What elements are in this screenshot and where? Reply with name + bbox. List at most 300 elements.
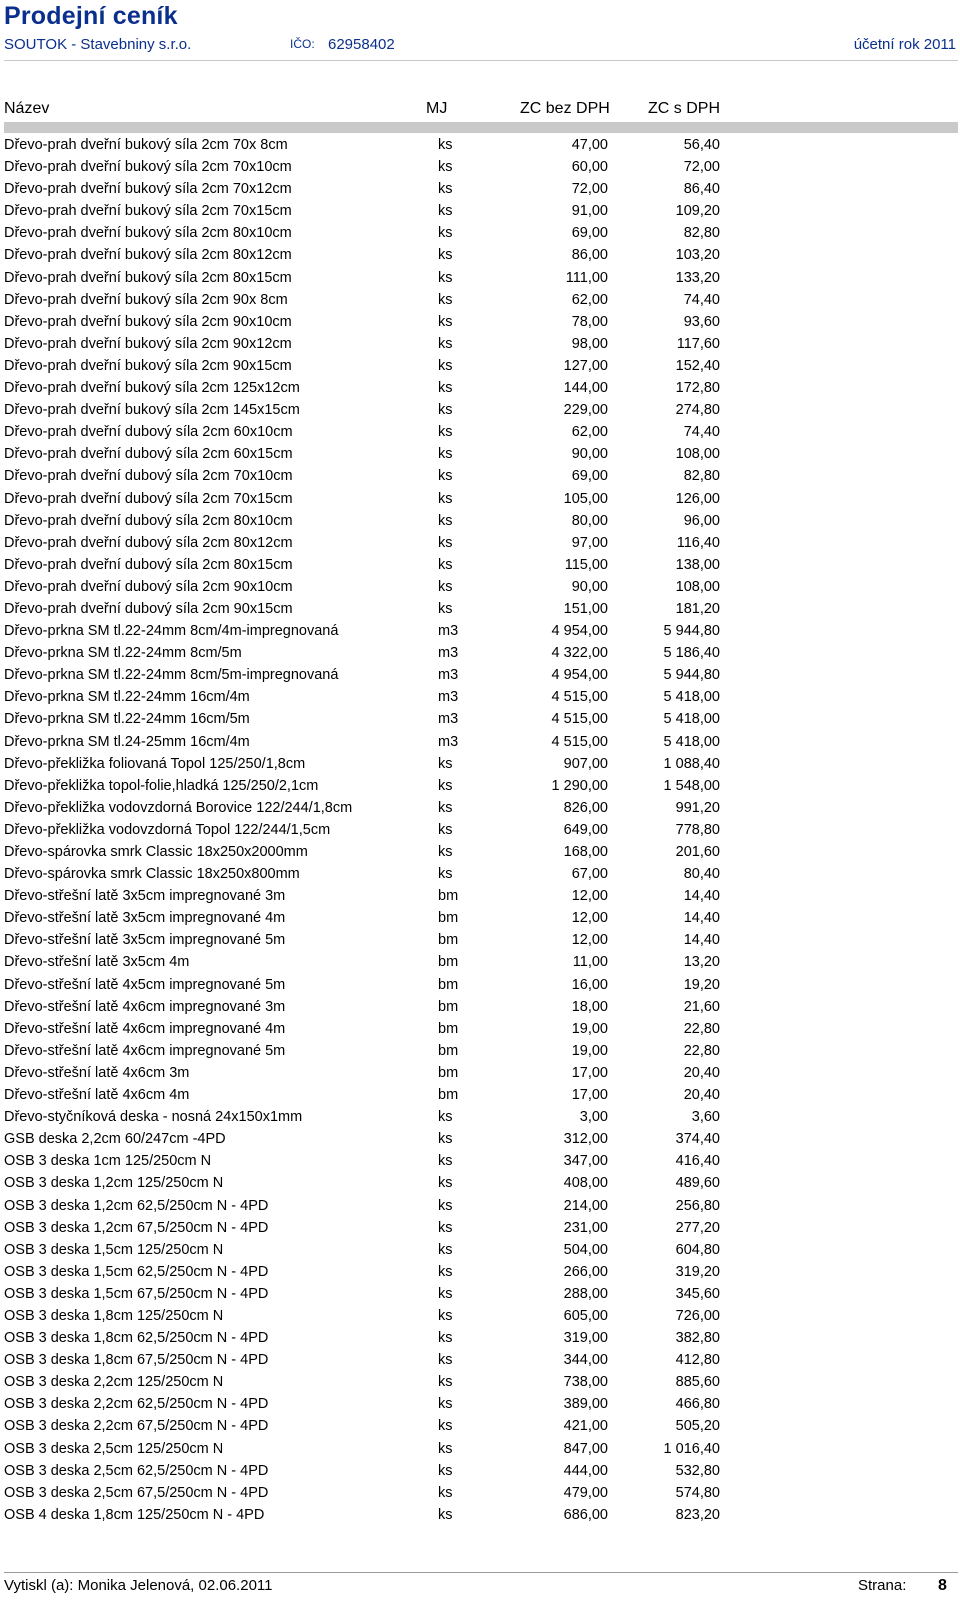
table-row	[0, 1371, 960, 1393]
item-price-gross: 574,80	[675, 1484, 720, 1501]
item-price-net: 389,00	[563, 1396, 608, 1413]
item-name: Dřevo-prah dveřní dubový síla 2cm 70x10cm	[4, 468, 293, 485]
item-price-gross: 778,80	[675, 821, 720, 838]
table-row	[0, 819, 960, 841]
table-row	[0, 488, 960, 510]
item-price-net: 12,00	[571, 910, 608, 927]
item-unit: ks	[438, 181, 453, 198]
item-price-net: 19,00	[571, 1020, 608, 1037]
item-unit: ks	[438, 313, 453, 330]
table-row	[0, 863, 960, 885]
item-price-net: 826,00	[563, 799, 608, 816]
item-price-net: 86,00	[571, 247, 608, 264]
item-price-net: 168,00	[563, 844, 608, 860]
item-price-gross: 22,80	[683, 1020, 720, 1037]
item-unit: ks	[438, 1352, 453, 1369]
table-row	[0, 929, 960, 951]
footer-divider	[4, 1572, 958, 1573]
table-row	[0, 134, 960, 156]
table-row	[0, 421, 960, 443]
item-name: Dřevo-prah dveřní bukový síla 2cm 90x10cm	[4, 313, 292, 330]
item-unit: m3	[438, 623, 459, 640]
item-price-gross: 5 944,80	[663, 623, 720, 640]
table-row	[0, 333, 960, 355]
table-row	[0, 222, 960, 244]
item-price-gross: 82,80	[683, 225, 720, 242]
table-row	[0, 686, 960, 708]
item-unit: bm	[438, 954, 459, 971]
table-row	[0, 554, 960, 576]
item-price-net: 4 515,00	[551, 689, 608, 706]
item-name: Dřevo-střešní latě 3x5cm impregnované 5m	[4, 932, 286, 949]
item-unit: ks	[438, 1175, 453, 1192]
table-row	[0, 377, 960, 399]
page-label: Strana:	[858, 1577, 907, 1594]
item-unit: ks	[438, 1219, 453, 1236]
item-unit: ks	[438, 1263, 453, 1280]
item-name: OSB 3 deska 1,8cm 67,5/250cm N - 4PD	[4, 1352, 269, 1369]
table-row	[0, 1393, 960, 1415]
item-name: Dřevo-střešní latě 3x5cm 4m	[4, 954, 190, 971]
item-price-gross: 74,40	[683, 291, 720, 308]
item-unit: ks	[438, 225, 453, 242]
item-unit: ks	[438, 490, 453, 507]
item-price-gross: 103,20	[675, 247, 720, 264]
item-name: Dřevo-střešní latě 4x6cm impregnované 5m	[4, 1042, 286, 1059]
table-row	[0, 1349, 960, 1371]
item-name: Dřevo-prah dveřní dubový síla 2cm 60x10cm	[4, 424, 293, 441]
item-unit: ks	[438, 1462, 453, 1479]
item-price-gross: 5 418,00	[663, 711, 720, 728]
item-unit: bm	[438, 1020, 459, 1037]
table-row	[0, 797, 960, 819]
item-price-gross: 22,80	[683, 1042, 720, 1059]
item-unit: ks	[438, 269, 453, 286]
item-unit: ks	[438, 1440, 453, 1457]
item-price-net: 16,00	[571, 976, 608, 993]
item-unit: ks	[438, 556, 453, 573]
item-unit: ks	[438, 1506, 453, 1523]
item-name: Dřevo-prah dveřní bukový síla 2cm 90x 8cm	[4, 291, 288, 308]
item-name: OSB 3 deska 2,5cm 125/250cm N	[4, 1440, 224, 1457]
item-name: Dřevo-střešní latě 4x6cm 4m	[4, 1087, 190, 1104]
item-price-gross: 14,40	[683, 888, 720, 905]
item-price-gross: 181,20	[675, 600, 720, 617]
item-price-gross: 117,60	[676, 335, 720, 352]
item-name: Dřevo-střešní latě 4x6cm 3m	[4, 1064, 190, 1081]
item-price-net: 69,00	[571, 225, 608, 242]
item-name: OSB 4 deska 1,8cm 125/250cm N - 4PD	[4, 1506, 265, 1523]
item-name: Dřevo-prkna SM tl.22-24mm 8cm/4m-impregnovaná	[4, 623, 339, 640]
table-row	[0, 1415, 960, 1437]
item-unit: ks	[438, 137, 453, 153]
item-name: OSB 3 deska 1,8cm 125/250cm N	[4, 1307, 224, 1324]
item-price-net: 19,00	[571, 1042, 608, 1059]
item-price-gross: 126,00	[675, 490, 720, 507]
table-row	[0, 1438, 960, 1460]
item-name: Dřevo-prah dveřní bukový síla 2cm 80x10cm	[4, 225, 292, 242]
item-price-gross: 382,80	[675, 1330, 720, 1347]
table-row	[0, 244, 960, 266]
item-price-gross: 604,80	[675, 1241, 720, 1258]
item-price-gross: 13,20	[683, 954, 720, 971]
item-price-gross: 991,20	[675, 799, 720, 816]
price-table	[0, 134, 960, 1526]
table-row	[0, 1106, 960, 1128]
item-price-gross: 72,00	[683, 159, 720, 176]
item-price-gross: 489,60	[675, 1175, 720, 1192]
item-unit: ks	[438, 1374, 453, 1391]
item-name: Dřevo-prah dveřní bukový síla 2cm 80x15cm	[4, 269, 292, 286]
item-price-gross: 14,40	[683, 910, 720, 927]
item-price-net: 67,00	[571, 866, 608, 883]
item-unit: ks	[438, 247, 453, 264]
item-name: Dřevo-překližka topol-folie,hladká 125/250/2,1cm	[4, 777, 319, 794]
item-price-net: 17,00	[571, 1064, 608, 1081]
item-unit: bm	[438, 1042, 459, 1059]
item-name: Dřevo-prah dveřní bukový síla 2cm 70x15cm	[4, 203, 292, 220]
table-row	[0, 576, 960, 598]
printed-by: Vytiskl (a): Monika Jelenová, 02.06.2011	[4, 1577, 273, 1594]
item-unit: ks	[438, 777, 453, 794]
item-name: OSB 3 deska 1,2cm 62,5/250cm N - 4PD	[4, 1197, 269, 1214]
item-price-net: 111,00	[565, 269, 608, 286]
item-unit: ks	[438, 402, 453, 419]
item-price-net: 18,00	[571, 998, 608, 1015]
item-unit: ks	[438, 335, 453, 352]
item-name: Dřevo-střešní latě 3x5cm impregnované 4m	[4, 910, 286, 927]
item-price-gross: 5 418,00	[663, 733, 720, 750]
item-price-gross: 201,60	[675, 844, 720, 860]
item-name: Dřevo-prah dveřní dubový síla 2cm 90x15cm	[4, 600, 293, 617]
item-price-gross: 93,60	[683, 313, 720, 330]
item-unit: ks	[438, 821, 453, 838]
item-price-net: 69,00	[571, 468, 608, 485]
item-name: Dřevo-překližka vodovzdorná Borovice 122/244/1,8cm	[4, 799, 353, 816]
table-row	[0, 1018, 960, 1040]
item-price-gross: 172,80	[675, 380, 720, 397]
item-name: Dřevo-střešní latě 4x5cm impregnované 5m	[4, 976, 286, 993]
company-info-line	[4, 36, 956, 54]
item-price-net: 4 515,00	[551, 733, 608, 750]
item-price-net: 479,00	[563, 1484, 608, 1501]
item-name: Dřevo-styčníková deska - nosná 24x150x1mm	[4, 1109, 303, 1126]
item-price-net: 312,00	[563, 1131, 608, 1148]
item-price-net: 649,00	[563, 821, 608, 838]
item-price-gross: 74,40	[683, 424, 720, 441]
table-row	[0, 974, 960, 996]
item-price-net: 80,00	[571, 512, 608, 529]
item-unit: ks	[438, 1131, 453, 1148]
item-unit: ks	[438, 1396, 453, 1413]
item-price-gross: 56,40	[683, 137, 720, 153]
item-price-gross: 277,20	[675, 1219, 720, 1236]
item-name: Dřevo-prah dveřní dubový síla 2cm 70x15cm	[4, 490, 293, 507]
item-name: OSB 3 deska 2,2cm 125/250cm N	[4, 1374, 224, 1391]
item-unit: ks	[438, 203, 453, 220]
item-name: Dřevo-střešní latě 3x5cm impregnované 3m	[4, 888, 286, 905]
item-price-net: 1 290,00	[551, 777, 608, 794]
item-price-net: 151,00	[563, 600, 608, 617]
item-name: Dřevo-prah dveřní bukový síla 2cm 90x12cm	[4, 335, 292, 352]
item-name: OSB 3 deska 1,5cm 125/250cm N	[4, 1241, 224, 1258]
table-row	[0, 996, 960, 1018]
table-row	[0, 289, 960, 311]
item-price-gross: 412,80	[675, 1352, 720, 1369]
item-name: Dřevo-prkna SM tl.22-24mm 8cm/5m-impregnovaná	[4, 667, 339, 684]
table-row	[0, 1283, 960, 1305]
item-unit: ks	[438, 1418, 453, 1435]
table-row	[0, 1062, 960, 1084]
item-name: OSB 3 deska 1cm 125/250cm N	[4, 1153, 212, 1170]
item-price-net: 98,00	[571, 335, 608, 352]
item-unit: ks	[438, 446, 453, 463]
item-name: OSB 3 deska 2,2cm 62,5/250cm N - 4PD	[4, 1396, 269, 1413]
item-name: Dřevo-prkna SM tl.24-25mm 16cm/4m	[4, 733, 250, 750]
item-name: Dřevo-prah dveřní dubový síla 2cm 90x10cm	[4, 578, 293, 595]
page-number: 8	[938, 1577, 947, 1594]
page-title: Prodejní ceník	[4, 2, 178, 30]
item-name: OSB 3 deska 1,8cm 62,5/250cm N - 4PD	[4, 1330, 269, 1347]
item-unit: ks	[438, 1109, 453, 1126]
item-price-net: 4 954,00	[551, 623, 608, 640]
item-price-net: 347,00	[563, 1153, 608, 1170]
item-price-gross: 319,20	[675, 1263, 720, 1280]
item-price-net: 847,00	[563, 1440, 608, 1457]
item-price-net: 229,00	[563, 402, 608, 419]
item-price-gross: 80,40	[683, 866, 720, 883]
item-name: Dřevo-prah dveřní bukový síla 2cm 80x12cm	[4, 247, 292, 264]
item-price-net: 127,00	[563, 357, 608, 374]
item-price-gross: 1 016,40	[663, 1440, 720, 1457]
item-price-net: 72,00	[571, 181, 608, 198]
item-price-gross: 133,20	[675, 269, 720, 286]
item-price-net: 504,00	[563, 1241, 608, 1258]
table-row	[0, 1239, 960, 1261]
item-price-net: 60,00	[571, 159, 608, 176]
item-price-net: 907,00	[563, 755, 608, 772]
item-unit: bm	[438, 1064, 459, 1081]
item-unit: ks	[438, 578, 453, 595]
item-price-net: 62,00	[571, 424, 608, 441]
item-price-net: 17,00	[571, 1087, 608, 1104]
item-name: Dřevo-prah dveřní dubový síla 2cm 80x15cm	[4, 556, 293, 573]
item-price-gross: 5 186,40	[663, 645, 720, 662]
item-name: Dřevo-překližka foliovaná Topol 125/250/1,8cm	[4, 755, 306, 772]
item-unit: ks	[438, 357, 453, 374]
item-price-net: 97,00	[571, 534, 608, 551]
item-unit: ks	[438, 1285, 453, 1302]
item-unit: m3	[438, 689, 459, 706]
item-price-gross: 1 088,40	[663, 755, 720, 772]
item-name: Dřevo-prah dveřní dubový síla 2cm 60x15cm	[4, 446, 293, 463]
item-price-gross: 96,00	[683, 512, 720, 529]
item-unit: m3	[438, 733, 459, 750]
table-row	[0, 1084, 960, 1106]
table-header-bar	[4, 122, 958, 133]
item-name: Dřevo-prah dveřní dubový síla 2cm 80x10cm	[4, 512, 293, 529]
item-name: Dřevo-prkna SM tl.22-24mm 16cm/5m	[4, 711, 250, 728]
table-row	[0, 510, 960, 532]
item-price-gross: 3,60	[691, 1109, 720, 1126]
table-row	[0, 311, 960, 333]
table-row	[0, 200, 960, 222]
item-unit: ks	[438, 291, 453, 308]
table-row	[0, 951, 960, 973]
item-price-net: 90,00	[571, 578, 608, 595]
table-row	[0, 443, 960, 465]
item-unit: ks	[438, 600, 453, 617]
item-unit: bm	[438, 910, 459, 927]
item-price-gross: 256,80	[675, 1197, 720, 1214]
item-price-gross: 726,00	[675, 1307, 720, 1324]
item-price-net: 214,00	[563, 1197, 608, 1214]
item-price-net: 4 322,00	[551, 645, 608, 662]
column-header-unit: MJ	[426, 100, 448, 117]
table-row	[0, 598, 960, 620]
item-price-gross: 885,60	[675, 1374, 720, 1391]
item-price-gross: 109,20	[675, 203, 720, 220]
item-price-net: 408,00	[563, 1175, 608, 1192]
ico-value: 62958402	[328, 36, 395, 53]
table-row	[0, 885, 960, 907]
table-row	[0, 267, 960, 289]
item-unit: bm	[438, 932, 459, 949]
table-row	[0, 753, 960, 775]
item-unit: bm	[438, 1087, 459, 1104]
table-row	[0, 532, 960, 554]
item-price-gross: 345,60	[675, 1285, 720, 1302]
item-unit: ks	[438, 844, 453, 860]
item-name: Dřevo-prkna SM tl.22-24mm 8cm/5m	[4, 645, 242, 662]
item-price-net: 47,00	[571, 137, 608, 153]
item-unit: ks	[438, 755, 453, 772]
table-row	[0, 1482, 960, 1504]
table-row	[0, 465, 960, 487]
item-price-net: 4 515,00	[551, 711, 608, 728]
table-row	[0, 1195, 960, 1217]
table-row	[0, 775, 960, 797]
item-price-gross: 274,80	[675, 402, 720, 419]
item-name: Dřevo-spárovka smrk Classic 18x250x2000mm	[4, 844, 308, 860]
table-row	[0, 731, 960, 753]
item-price-gross: 5 944,80	[663, 667, 720, 684]
item-unit: bm	[438, 998, 459, 1015]
table-row	[0, 399, 960, 421]
item-unit: ks	[438, 1484, 453, 1501]
item-name: Dřevo-prah dveřní bukový síla 2cm 70x 8cm	[4, 137, 288, 153]
item-price-gross: 108,00	[675, 446, 720, 463]
item-name: Dřevo-prah dveřní dubový síla 2cm 80x12cm	[4, 534, 293, 551]
item-price-gross: 138,00	[675, 556, 720, 573]
item-name: OSB 3 deska 1,2cm 125/250cm N	[4, 1175, 224, 1192]
item-name: OSB 3 deska 2,5cm 67,5/250cm N - 4PD	[4, 1484, 269, 1501]
table-row	[0, 1460, 960, 1482]
company-name: SOUTOK - Stavebniny s.r.o.	[4, 36, 192, 53]
item-unit: ks	[438, 159, 453, 176]
item-price-net: 266,00	[563, 1263, 608, 1280]
item-name: Dřevo-překližka vodovzdorná Topol 122/244/1,5cm	[4, 821, 331, 838]
item-unit: ks	[438, 468, 453, 485]
item-name: Dřevo-prah dveřní bukový síla 2cm 70x10cm	[4, 159, 292, 176]
item-name: Dřevo-prah dveřní bukový síla 2cm 90x15cm	[4, 357, 292, 374]
item-price-net: 11,00	[572, 954, 608, 971]
item-name: Dřevo-prah dveřní bukový síla 2cm 145x15cm	[4, 402, 300, 419]
item-unit: ks	[438, 799, 453, 816]
item-unit: m3	[438, 667, 459, 684]
item-price-gross: 108,00	[675, 578, 720, 595]
item-price-net: 421,00	[563, 1418, 608, 1435]
item-unit: ks	[438, 1307, 453, 1324]
item-unit: ks	[438, 1197, 453, 1214]
table-row	[0, 1172, 960, 1194]
item-price-gross: 374,40	[675, 1131, 720, 1148]
item-price-net: 4 954,00	[551, 667, 608, 684]
item-price-net: 12,00	[571, 932, 608, 949]
header-divider	[4, 60, 958, 61]
item-price-gross: 116,40	[676, 534, 720, 551]
item-price-gross: 86,40	[683, 181, 720, 198]
table-row	[0, 1128, 960, 1150]
item-price-gross: 19,20	[683, 976, 720, 993]
item-price-net: 319,00	[563, 1330, 608, 1347]
item-name: Dřevo-prah dveřní bukový síla 2cm 125x12cm	[4, 380, 300, 397]
fiscal-year: účetní rok 2011	[853, 36, 956, 53]
item-name: OSB 3 deska 1,5cm 62,5/250cm N - 4PD	[4, 1263, 269, 1280]
item-unit: ks	[438, 1153, 453, 1170]
item-unit: bm	[438, 888, 459, 905]
item-unit: ks	[438, 534, 453, 551]
table-row	[0, 1261, 960, 1283]
column-header-price-net: ZC bez DPH	[520, 100, 610, 117]
item-price-gross: 14,40	[683, 932, 720, 949]
item-price-gross: 466,80	[675, 1396, 720, 1413]
table-row	[0, 664, 960, 686]
item-unit: bm	[438, 976, 459, 993]
item-name: Dřevo-spárovka smrk Classic 18x250x800mm	[4, 866, 300, 883]
item-name: Dřevo-prah dveřní bukový síla 2cm 70x12cm	[4, 181, 292, 198]
item-name: GSB deska 2,2cm 60/247cm -4PD	[4, 1131, 226, 1148]
item-price-net: 144,00	[563, 380, 608, 397]
column-header-name: Název	[4, 100, 50, 117]
item-name: Dřevo-střešní latě 4x6cm impregnované 4m	[4, 1020, 286, 1037]
table-row	[0, 178, 960, 200]
item-price-gross: 1 548,00	[663, 777, 720, 794]
table-row	[0, 355, 960, 377]
table-row	[0, 841, 960, 863]
item-unit: ks	[438, 1330, 453, 1347]
table-row	[0, 1327, 960, 1349]
item-price-net: 605,00	[563, 1307, 608, 1324]
item-name: OSB 3 deska 2,2cm 67,5/250cm N - 4PD	[4, 1418, 269, 1435]
item-name: Dřevo-střešní latě 4x6cm impregnované 3m	[4, 998, 286, 1015]
item-price-gross: 82,80	[683, 468, 720, 485]
table-row	[0, 708, 960, 730]
item-unit: ks	[438, 380, 453, 397]
item-unit: ks	[438, 866, 453, 883]
item-unit: m3	[438, 645, 459, 662]
item-price-net: 444,00	[563, 1462, 608, 1479]
item-price-net: 62,00	[571, 291, 608, 308]
item-price-gross: 20,40	[683, 1087, 720, 1104]
item-unit: ks	[438, 424, 453, 441]
item-price-gross: 152,40	[675, 357, 720, 374]
item-name: Dřevo-prkna SM tl.22-24mm 16cm/4m	[4, 689, 250, 706]
table-row	[0, 1150, 960, 1172]
item-unit: ks	[438, 1241, 453, 1258]
table-row	[0, 1305, 960, 1327]
table-row	[0, 1040, 960, 1062]
